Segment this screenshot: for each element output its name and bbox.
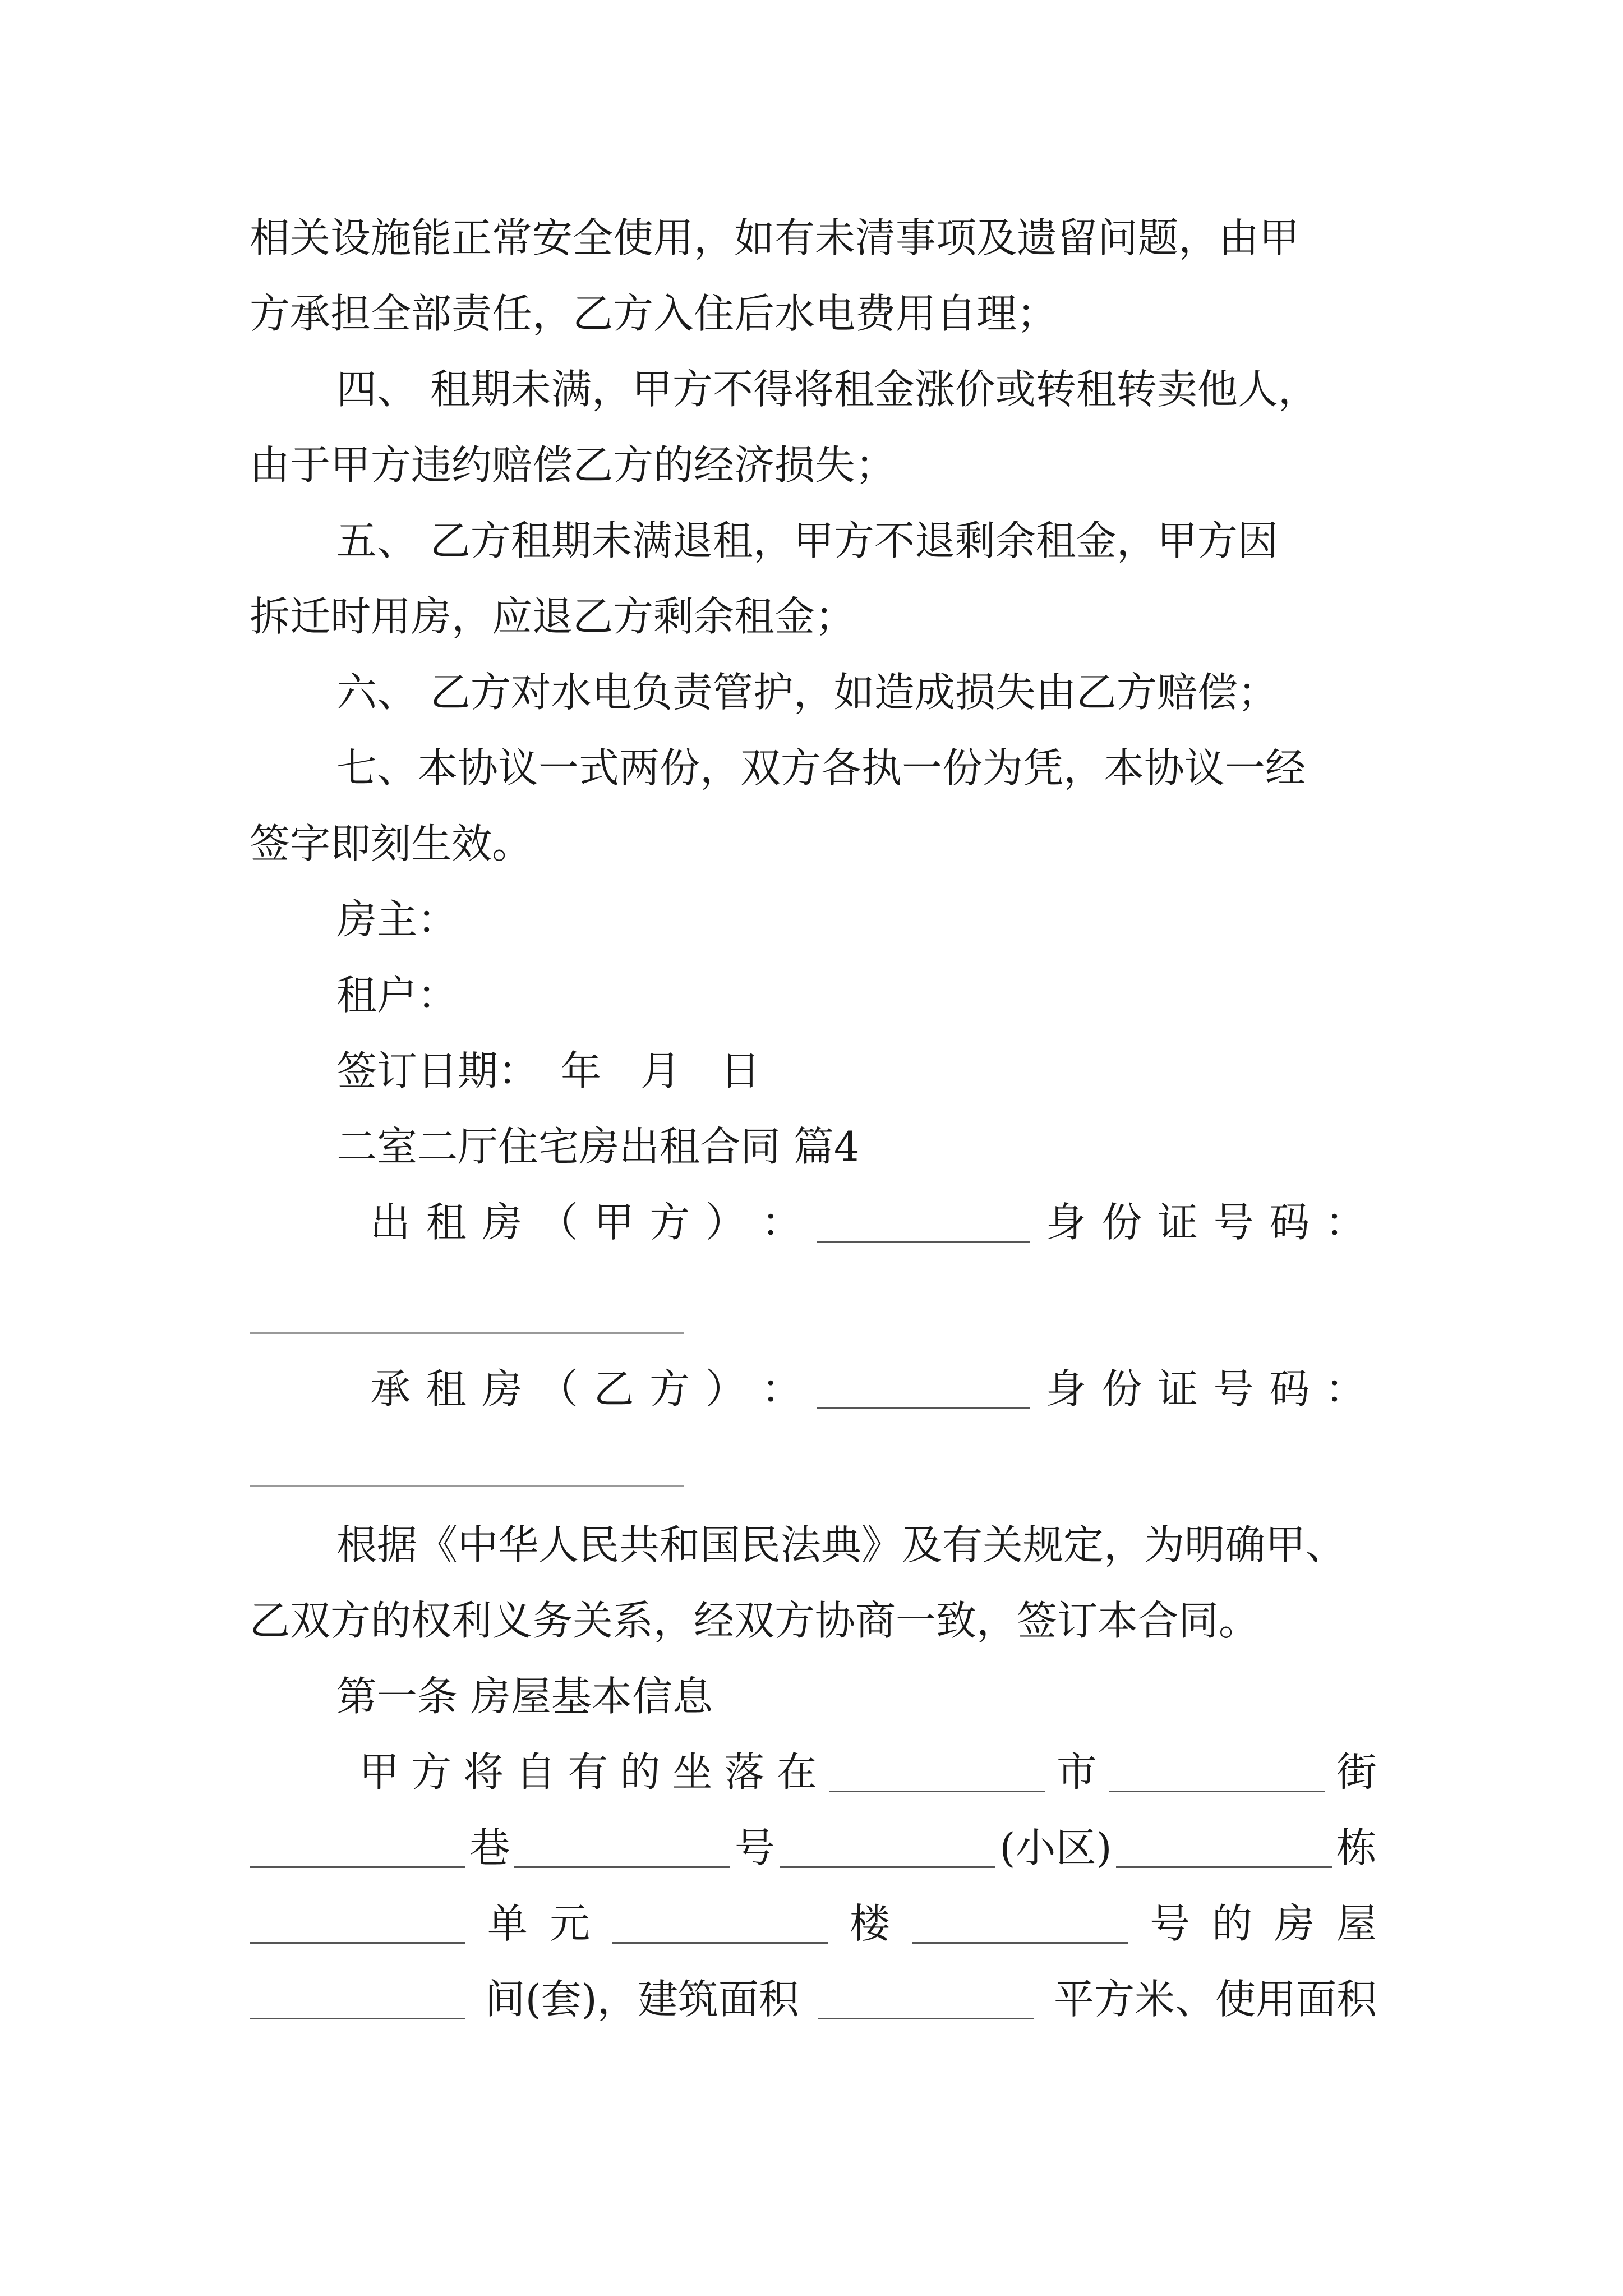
address-char: 将 [463,1749,504,1796]
floor-label: 楼 [849,1900,890,1947]
rooms-area-label: 间(套)，建筑面积 [485,1976,799,2023]
clause-seven: 七、本协议一式两份，双方各执一份为凭，本协议一经 [336,744,1306,792]
date-year: 年 [561,1047,602,1094]
building-label: 栋 [1336,1824,1377,1871]
lessor-line [370,1199,1366,1246]
article-one-title: 第一条 房屋基本信息 [336,1673,713,1720]
date-month: 月 [640,1047,681,1094]
lessee-char: ） [705,1365,746,1412]
lessee-name-blank [817,1372,1030,1409]
lessee-char: 方 [649,1365,690,1412]
lessee-id-char: ： [1325,1365,1366,1412]
lessor-id-blank [250,1332,684,1334]
lessee-line [370,1365,1366,1412]
unit-char: 元 [549,1900,590,1947]
lessee-char: （ [537,1365,578,1412]
basis-line: 乙双方的权利义务关系，经双方协商一致，签订本合同。 [250,1597,1260,1644]
address-row-3 [250,1900,1377,1947]
lessee-char: 乙 [593,1365,634,1412]
building-blank [1116,1830,1332,1868]
address-char: 的 [620,1749,661,1796]
address-char: 落 [724,1749,765,1796]
address-char: 在 [776,1749,817,1796]
paragraph-line: 相关设施能正常安全使用，如有未清事项及遗留问题，由甲 [250,214,1300,261]
room-char: 房 [1274,1900,1315,1947]
lessor-char: 甲 [593,1199,634,1246]
sign-date-label: 签订日期： [336,1047,539,1094]
lessee-id-char: 号 [1213,1365,1254,1412]
lessee-id-char: 身 [1045,1365,1086,1412]
city-label: 市 [1056,1749,1097,1796]
lessor-char: （ [537,1199,578,1246]
sign-date-line [336,1047,1377,1094]
address-row-2 [250,1824,1377,1871]
area-blank [818,1982,1034,2019]
number-blank [514,1830,730,1868]
date-day: 日 [720,1047,761,1094]
room-char: 屋 [1336,1900,1377,1947]
clause-six: 六、 乙方对水电负责管护，如造成损失由乙方赔偿； [336,669,1278,716]
clause-four: 四、 租期未满，甲方不得将租金涨价或转租转卖他人， [336,366,1318,413]
lessor-id-char: 身 [1045,1199,1086,1246]
tenant-signature-label: 租户： [336,972,458,1019]
lessor-id-char: 码 [1269,1199,1310,1246]
room-char: 的 [1211,1900,1252,1947]
rooms-blank [250,1982,465,2019]
lessee-id-blank [250,1485,684,1487]
unit-blank [250,1906,465,1944]
clause-five: 五、 乙方租期未满退租，甲方不退剩余租金，甲方因 [336,517,1278,564]
lessee-char: 房 [482,1365,523,1412]
paragraph-line: 方承担全部责任，乙方入住后水电费用自理； [250,290,1058,337]
floor-blank [612,1906,828,1944]
room-number-blank [912,1906,1128,1944]
street-label: 街 [1336,1749,1377,1796]
paragraph-line: 由于甲方违约赔偿乙方的经济损失； [250,441,896,489]
lane-blank [250,1830,465,1868]
lessor-char: 租 [426,1199,467,1246]
basis-line: 根据《中华人民共和国民法典》及有关规定，为明确甲、 [336,1521,1347,1568]
area-label: 平方米、使用面积 [1053,1976,1377,2023]
lessor-char: ） [705,1199,746,1246]
address-char: 坐 [672,1749,713,1796]
lessor-char: 方 [649,1199,690,1246]
lessee-char: ： [761,1365,802,1412]
landlord-signature-label: 房主： [336,896,458,943]
lessee-char: 承 [370,1365,411,1412]
lessee-id-char: 份 [1101,1365,1142,1412]
lessor-id-char: 份 [1101,1199,1142,1246]
lessor-name-blank [817,1205,1030,1243]
paragraph-line: 拆迁时用房，应退乙方剩余租金； [250,593,856,640]
lessee-char: 租 [426,1365,467,1412]
lessor-id-char: 号 [1213,1199,1254,1246]
paragraph-line: 签字即刻生效。 [250,820,533,867]
lessor-id-char: 证 [1158,1199,1198,1246]
unit-char: 单 [487,1900,528,1947]
lessor-char: ： [761,1199,802,1246]
lessee-id-char: 码 [1269,1365,1310,1412]
lessor-char: 出 [370,1199,411,1246]
city-blank [829,1755,1045,1792]
address-char: 甲 [359,1749,400,1796]
address-row-4 [250,1976,1377,2023]
number-label: 号 [735,1824,776,1871]
community-label: (小区) [999,1824,1112,1871]
address-char: 自 [515,1749,556,1796]
lessor-id-char: ： [1325,1199,1366,1246]
address-row-1 [359,1749,1377,1796]
lessee-id-char: 证 [1158,1365,1198,1412]
community-blank [780,1830,995,1868]
address-char: 方 [411,1749,452,1796]
section-title: 二室二厅住宅房出租合同 篇4 [336,1123,860,1170]
room-char: 号 [1149,1900,1190,1947]
street-blank [1109,1755,1325,1792]
address-char: 有 [568,1749,608,1796]
lessor-char: 房 [482,1199,523,1246]
lane-label: 巷 [469,1824,510,1871]
